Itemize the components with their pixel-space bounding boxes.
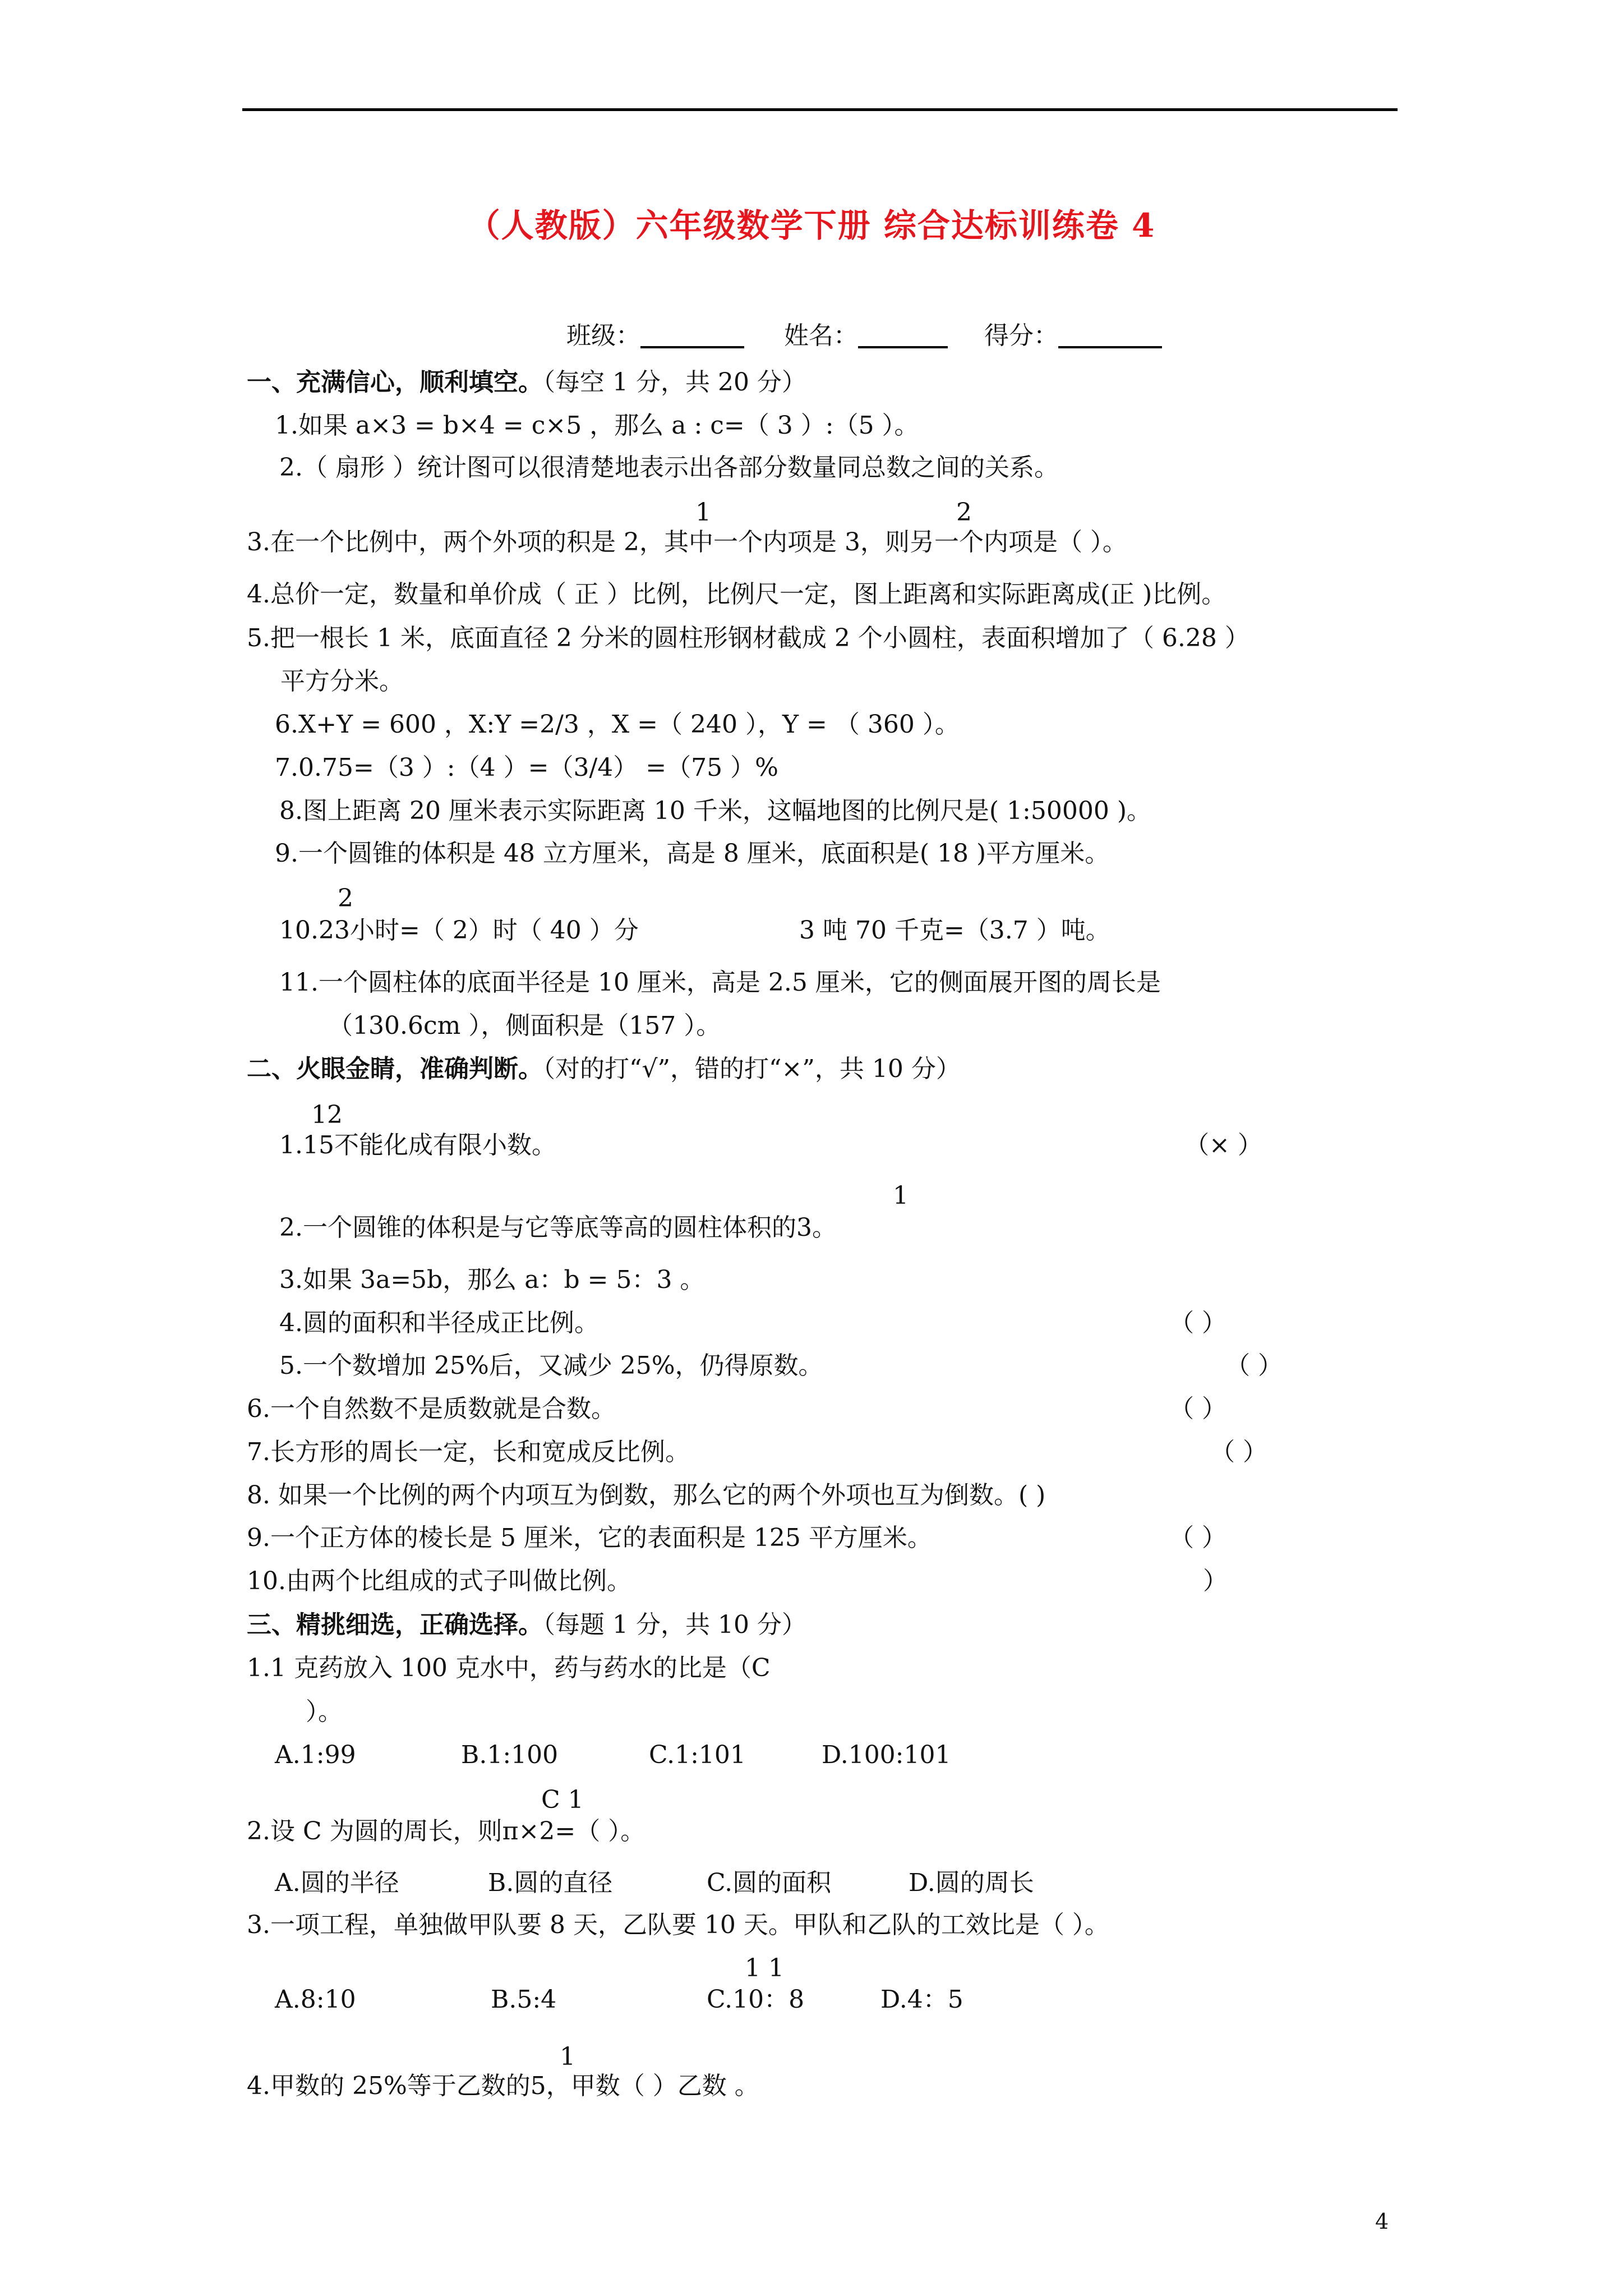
name-blank[interactable] [858,321,948,348]
s3-q3-option-a[interactable]: A.8:10 [275,1985,356,2014]
section2-heading [247,1057,961,1082]
s3-q1-line2: ）。 [306,1697,343,1726]
s2-q2-numerator: 1 [893,1181,909,1210]
page-number: 4 [1375,2209,1389,2234]
s2-q1: 1.15不能化成有限小数。 [279,1131,556,1159]
page-title: （人教版）六年级数学下册 综合达标训练卷 4 [467,206,1156,245]
s1-q3: 3.在一个比例中，两个外项的积是 2，其中一个内项是 3，则另一个内项是（ ）。 [247,528,1127,556]
s2-q10-mark[interactable]: ） [1203,1567,1228,1595]
s3-q1-option-b[interactable]: B.1:100 [461,1741,559,1769]
s1-q10-part1: 10.23小时=（ 2）时（ 40 ）分 [279,916,639,945]
s1-q10-part2: 3 吨 70 千克=（3.7 ）吨。 [799,916,1110,945]
section3-heading [247,1613,806,1637]
s2-q9-mark[interactable]: （ ） [1169,1524,1227,1552]
s1-q11-line2: （130.6cm ），侧面积是（157 ）。 [328,1011,721,1040]
s2-q6: 6.一个自然数不是质数就是合数。 [247,1395,616,1423]
s1-q5-line2: 平方分米。 [280,667,404,696]
s2-q6-mark[interactable]: （ ） [1169,1395,1227,1423]
class-field [566,321,744,348]
s3-q1-line1: 1.1 克药放入 100 克水中，药与药水的比是（C [247,1654,771,1682]
name-field [784,321,948,348]
s2-q2: 2.一个圆锥的体积是与它等底等高的圆柱体积的3。 [279,1213,837,1242]
section3-title: 三、精挑细选，正确选择。 [247,1611,543,1639]
s1-q9: 9.一个圆锥的体积是 48 立方厘米，高是 8 厘米，底面积是( 18 )平方厘米。 [275,839,1110,868]
s2-q4-mark[interactable]: （ ） [1169,1309,1227,1337]
s2-q4: 4.圆的面积和半径成正比例。 [279,1309,599,1337]
s1-q5-line1: 5.把一根长 1 米，底面直径 2 分米的圆柱形钢材截成 2 个小圆柱，表面积增加了（ 6.28 ） [247,624,1249,652]
s3-q1-option-c[interactable]: C.1:101 [649,1741,746,1769]
s2-q5: 5.一个数增加 25%后，又减少 25%，仍得原数。 [279,1351,823,1380]
section2-note: （对的打“√”，错的打“×”，共 10 分） [543,1055,961,1083]
s3-q2-numerator: C 1 [541,1786,584,1814]
s3-q3: 3.一项工程，单独做甲队要 8 天，乙队要 10 天。甲队和乙队的工效比是（ ）。 [247,1911,1109,1939]
s1-q11-line1: 11.一个圆柱体的底面半径是 10 厘米，高是 2.5 厘米，它的侧面展开图的周长是 [279,968,1161,997]
s1-q7: 7.0.75=（3 ）:（4 ）=（3/4） =（75 ）% [275,753,778,782]
score-label: 得分： [984,321,1058,350]
s1-q6: 6.X+Y = 600 ，X:Y =2/3 ，X =（ 240 ），Y = （ 360 ）。 [275,710,960,739]
s1-q10-numerator: 2 [338,884,353,913]
s3-q3-numerators: 1 1 [745,1954,784,1982]
s3-q3-option-b[interactable]: B.5:4 [491,1985,557,2014]
s1-q2: 2.（ 扇形 ）统计图可以很清楚地表示出各部分数量同总数之间的关系。 [279,453,1059,482]
s3-q1-option-d[interactable]: D.100:101 [822,1741,951,1769]
s3-q2-option-c[interactable]: C.圆的面积 [707,1869,832,1897]
section2-title: 二、火眼金睛，准确判断。 [247,1055,543,1083]
s3-q2-option-a[interactable]: A.圆的半径 [275,1869,399,1897]
s2-q5-mark[interactable]: （ ） [1225,1351,1283,1380]
s3-q3-option-d[interactable]: D.4：5 [880,1985,963,2014]
s1-q3-numerator-1: 1 [695,498,711,527]
score-blank[interactable] [1058,321,1162,348]
s2-q9: 9.一个正方体的棱长是 5 厘米，它的表面积是 125 平方厘米。 [247,1524,932,1552]
s2-q7-mark[interactable]: （ ） [1210,1438,1267,1466]
s2-q3: 3.如果 3a=5b，那么 a：b = 5：3 。 [279,1266,705,1294]
class-blank[interactable] [640,321,744,348]
s2-q1-numerator: 12 [311,1101,343,1129]
section1-title: 一、充满信心，顺利填空。 [247,368,543,397]
s3-q2: 2.设 C 为圆的周长，则π×2=（ ）。 [247,1817,645,1846]
s2-q8: 8. 如果一个比例的两个内项互为倒数，那么它的两个外项也互为倒数。( ) [247,1481,1046,1510]
name-label: 姓名： [784,321,858,350]
header-rule [242,108,1398,111]
s1-q8: 8.图上距离 20 厘米表示实际距离 10 千米，这幅地图的比例尺是( 1:50000 )。 [279,797,1151,825]
s3-q1-option-a[interactable]: A.1:99 [275,1741,356,1769]
s3-q3-option-c[interactable]: C.10：8 [707,1985,805,2014]
s3-q2-option-d[interactable]: D.圆的周长 [909,1869,1034,1897]
s2-q7: 7.长方形的周长一定，长和宽成反比例。 [247,1438,690,1466]
section1-heading [247,370,806,395]
s3-q4: 4.甲数的 25%等于乙数的5，甲数（ ）乙数 。 [247,2072,759,2100]
s2-q10: 10.由两个比组成的式子叫做比例。 [247,1567,631,1595]
s3-q4-numerator: 1 [560,2042,575,2071]
score-field [984,321,1162,348]
section1-note: （每空 1 分，共 20 分） [543,368,806,397]
s1-q3-numerator-2: 2 [956,498,972,527]
s1-q4: 4.总价一定，数量和单价成（ 正 ）比例，比例尺一定，图上距离和实际距离成(正 )比例。 [247,580,1227,609]
s3-q2-option-b[interactable]: B.圆的直径 [488,1869,613,1897]
s2-q1-mark[interactable]: （× ） [1184,1131,1262,1159]
section3-note: （每题 1 分，共 10 分） [543,1611,806,1639]
class-label: 班级： [566,321,640,350]
s1-q1: 1.如果 a×3 = b×4 = c×5 ，那么 a : c=（ 3 ）:（5 ）。 [275,411,919,440]
